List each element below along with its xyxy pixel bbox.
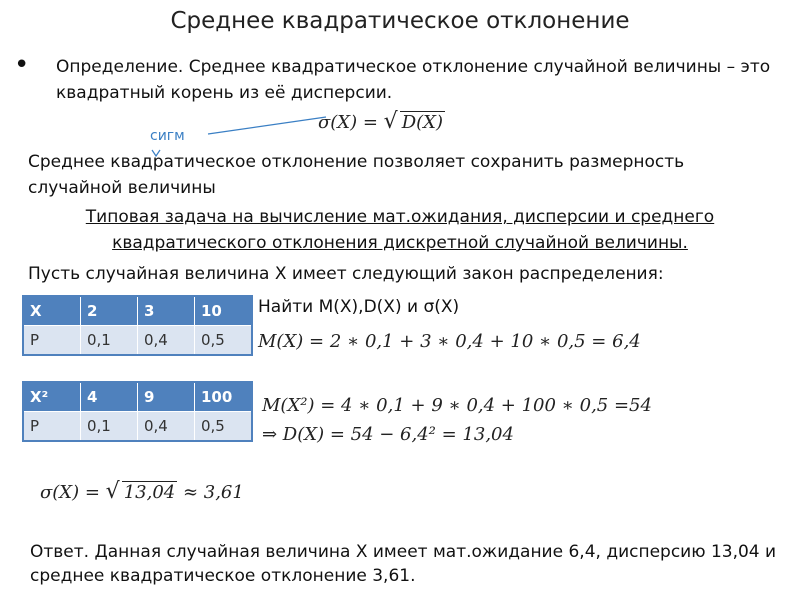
table-row [23, 412, 252, 442]
table-cell: 0,4 [138, 412, 195, 442]
bullet-icon: • [14, 50, 30, 80]
table-cell: 0,1 [81, 326, 138, 356]
table-row [23, 326, 252, 356]
mx2-formula: M(X²) = 4 ∗ 0,1 + 9 ∗ 0,4 + 100 ∗ 0,5 =54 [262, 395, 652, 416]
dx-formula: ⇒ D(X) = 54 − 6,4² = 13,04 [262, 424, 514, 445]
answer-text: Ответ. Данная случайная величина X имеет мат.ожидание 6,4, дисперсию 13,04 и среднее квадратическое отклонение 3,61. [30, 542, 777, 586]
table-cell: 0,5 [195, 412, 253, 442]
table-cell: X [23, 296, 81, 326]
sigma-def-radicand: D(X) [401, 112, 443, 133]
table-cell: 2 [81, 296, 138, 326]
sigma-label: сигм [150, 128, 185, 144]
task-heading: Типовая задача на вычисление мат.ожидания, дисперсии и среднего квадратического отклонения дискретной случайной величины. [85, 207, 715, 253]
dimension-paragraph: Среднее квадратическое отклонение позволяет сохранить размерность случайной величины [28, 152, 685, 198]
sigma-definition-formula [318, 109, 445, 134]
sigma-res-approx: ≈ 3,61 [177, 482, 244, 503]
sqrt-icon: √ [105, 479, 120, 504]
distribution-table-x [22, 295, 253, 356]
table-cell: 0,5 [195, 326, 253, 356]
sigma-res-radicand: 13,04 [123, 482, 176, 503]
find-text: Найти M(X),D(X) и σ(X) [258, 297, 460, 317]
table-cell: 4 [81, 382, 138, 412]
table-cell: 0,1 [81, 412, 138, 442]
sigma-res-lhs: σ(X) = [40, 482, 106, 503]
slide-title: Среднее квадратическое отклонение [170, 8, 630, 34]
table-cell: 0,4 [138, 326, 195, 356]
table-cell: 10 [195, 296, 253, 326]
table-row [23, 296, 252, 326]
table-cell: 3 [138, 296, 195, 326]
table-row [23, 382, 252, 412]
sqrt-icon: √ [383, 109, 398, 134]
sigma-def-lhs: σ(X) = [318, 112, 384, 133]
definition-text: Определение. Среднее квадратическое отклонение случайной величины – это квадратный корень из её дисперсии. [56, 57, 771, 103]
table-cell: P [23, 412, 81, 442]
table-cell: P [23, 326, 81, 356]
distribution-table-x-squared [22, 381, 253, 442]
let-text: Пусть случайная величина X имеет следующий закон распределения: [28, 264, 664, 284]
table-cell: 100 [195, 382, 253, 412]
sigma-result-formula [40, 479, 244, 504]
table-cell: X² [23, 382, 81, 412]
mx-formula: M(X) = 2 ∗ 0,1 + 3 ∗ 0,4 + 10 ∗ 0,5 = 6,4 [258, 331, 641, 352]
table-cell: 9 [138, 382, 195, 412]
